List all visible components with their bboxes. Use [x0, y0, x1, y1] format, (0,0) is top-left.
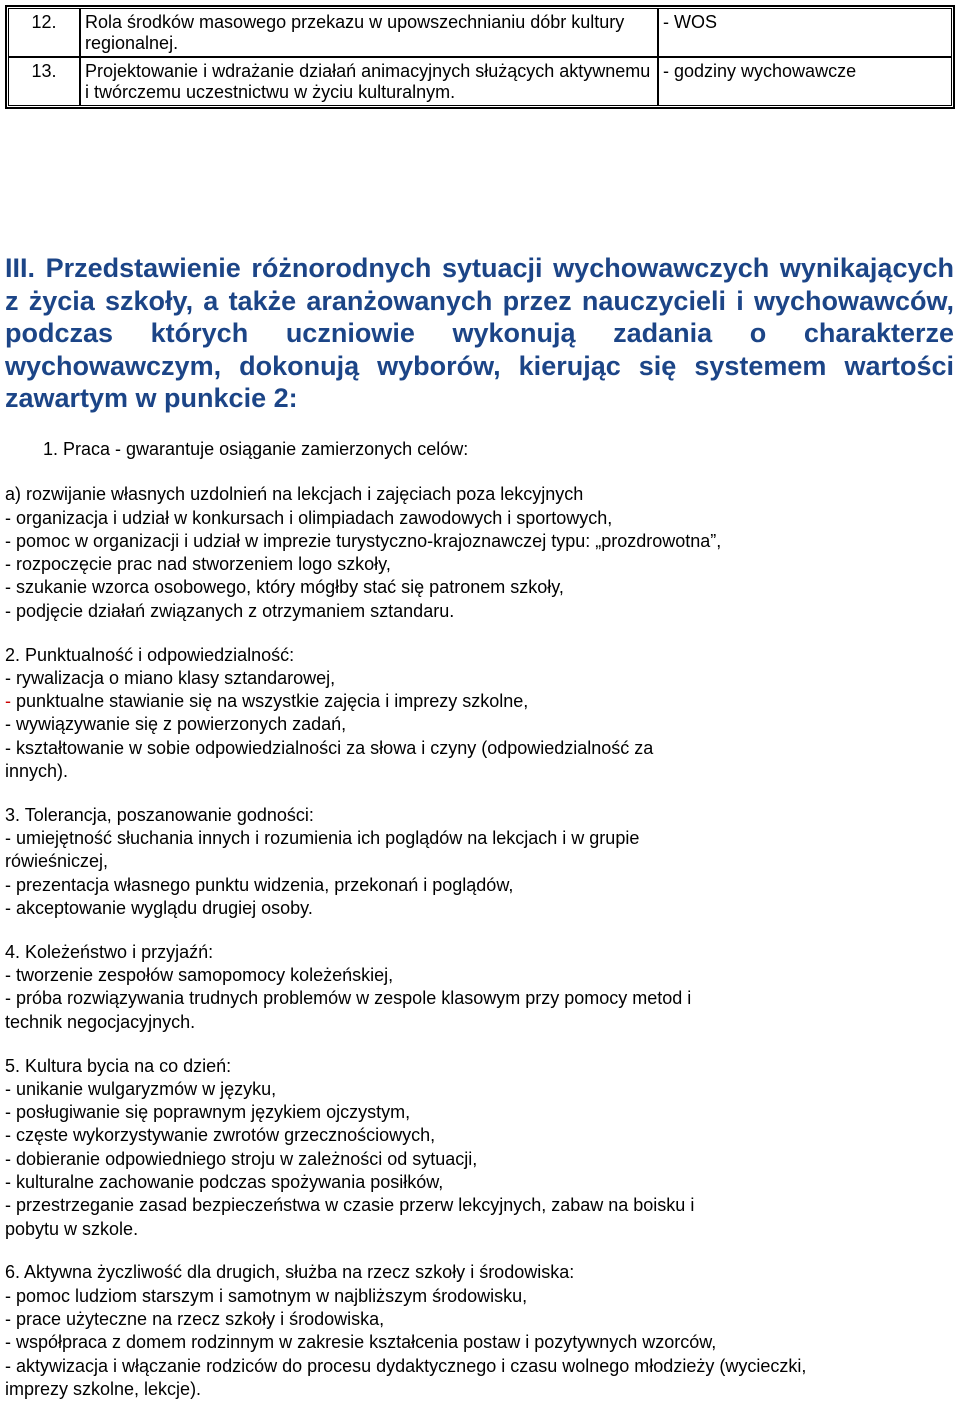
list-item: - posługiwanie się poprawnym językiem ojczystym, [5, 1102, 411, 1123]
highlighted-dash: - [5, 691, 11, 712]
list-item: - kształtowanie w sobie odpowiedzialności za słowa i czyny (odpowiedzialność za [5, 737, 654, 758]
list-item: - organizacja i udział w konkursach i olimpiadach zawodowych i sportowych, [5, 507, 613, 528]
list-item: - podjęcie działań związanych z otrzymaniem sztandaru. [5, 600, 455, 621]
list-item: - rozpoczęcie prac nad stworzeniem logo szkoły, [5, 554, 391, 575]
row-number: 12. [8, 8, 80, 57]
list-item: - wywiązywanie się z powierzonych zadań, [5, 714, 347, 735]
list-item: - prezentacja własnego punktu widzenia, przekonań i poglądów, [5, 874, 514, 895]
section-1-title: 1. Praca - gwarantuje osiąganie zamierzonych celów: [43, 439, 469, 459]
section-4-title: 4. Koleżeństwo i przyjaźń: [5, 941, 214, 962]
list-item-continuation: technik negocjacyjnych. [5, 1011, 196, 1032]
list-item: - umiejętność słuchania innych i rozumienia ich poglądów na lekcjach i w grupie [5, 828, 640, 849]
document-body [5, 438, 925, 1401]
list-item: - pomoc w organizacji i udział w imprezie turystyczno-krajoznawczej typu: „prozdrowotna”, [5, 530, 722, 551]
list-item-text: punktualne stawianie się na wszystkie zajęcia i imprezy szkolne, [11, 691, 529, 712]
section-3-title: 3. Tolerancja, poszanowanie godności: [5, 804, 314, 825]
list-item-continuation: innych). [5, 761, 69, 782]
list-item: - prace użyteczne na rzecz szkoły i środowiska, [5, 1309, 385, 1329]
row-subject: - WOS [658, 8, 952, 57]
list-item: - aktywizacja i włączanie rodziców do procesu dydaktycznego i czasu wolnego młodzieży (wycieczki, [5, 1355, 807, 1376]
row-subject: - godziny wychowawcze [658, 57, 952, 106]
list-item: - pomoc ludziom starszym i samotnym w najbliższym środowisku, [5, 1285, 528, 1306]
table-row [8, 57, 952, 106]
list-item: - tworzenie zespołów samopomocy koleżeńskiej, [5, 965, 394, 986]
section-6-title: 6. Aktywna życzliwość dla drugich, służba na rzecz szkoły i środowiska: [5, 1262, 575, 1283]
section-heading: III. Przedstawienie różnorodnych sytuacji wychowawczych wynikających z życia szkoły, a także aranżowanych przez nauczycieli i wychowawców, podczas których uczniowie wykonują zadania o charakterze wychowawczym, dokonują wyborów, kierując się systemem wartości zawartym w punkcie 2: [5, 253, 954, 414]
list-item-continuation: pobytu w szkole. [5, 1218, 139, 1239]
topics-table [5, 5, 955, 109]
list-item: - unikanie wulgaryzmów w języku, [5, 1078, 277, 1099]
table-row [8, 8, 952, 57]
list-item: - próba rozwiązywania trudnych problemów w zespole klasowym przy pomocy metod i [5, 988, 692, 1009]
row-number: 13. [8, 57, 80, 106]
list-item-continuation: imprezy szkolne, lekcje). [5, 1378, 202, 1399]
row-description: Projektowanie i wdrażanie działań animacyjnych służących aktywnemu i twórczemu uczestnictwu w życiu kulturalnym. [80, 57, 658, 106]
list-item: - częste wykorzystywanie zwrotów grzecznościowych, [5, 1125, 436, 1146]
row-description: Rola środków masowego przekazu w upowszechnianiu dóbr kultury regionalnej. [80, 8, 658, 57]
list-item: - przestrzeganie zasad bezpieczeństwa w czasie przerw lekcyjnych, zabaw na boisku i [5, 1195, 695, 1216]
section-2-title: 2. Punktualność i odpowiedzialność: [5, 644, 295, 665]
list-item: - akceptowanie wyglądu drugiej osoby. [5, 898, 313, 919]
section-5-title: 5. Kultura bycia na co dzień: [5, 1055, 232, 1076]
list-item: - współpraca z domem rodzinnym w zakresie kształcenia postaw i pozytywnych wzorców, [5, 1332, 717, 1353]
topics-table-grid [8, 8, 952, 106]
list-item-continuation: rówieśniczej, [5, 851, 109, 872]
list-item [5, 690, 925, 713]
list-item: - rywalizacja o miano klasy sztandarowej, [5, 667, 336, 688]
list-item: a) rozwijanie własnych uzdolnień na lekcjach i zajęciach poza lekcyjnych [5, 484, 584, 505]
list-item: - dobieranie odpowiedniego stroju w zależności od sytuacji, [5, 1148, 478, 1169]
list-item: - szukanie wzorca osobowego, który mógłby stać się patronem szkoły, [5, 577, 564, 598]
list-item: - kulturalne zachowanie podczas spożywania posiłków, [5, 1172, 444, 1193]
